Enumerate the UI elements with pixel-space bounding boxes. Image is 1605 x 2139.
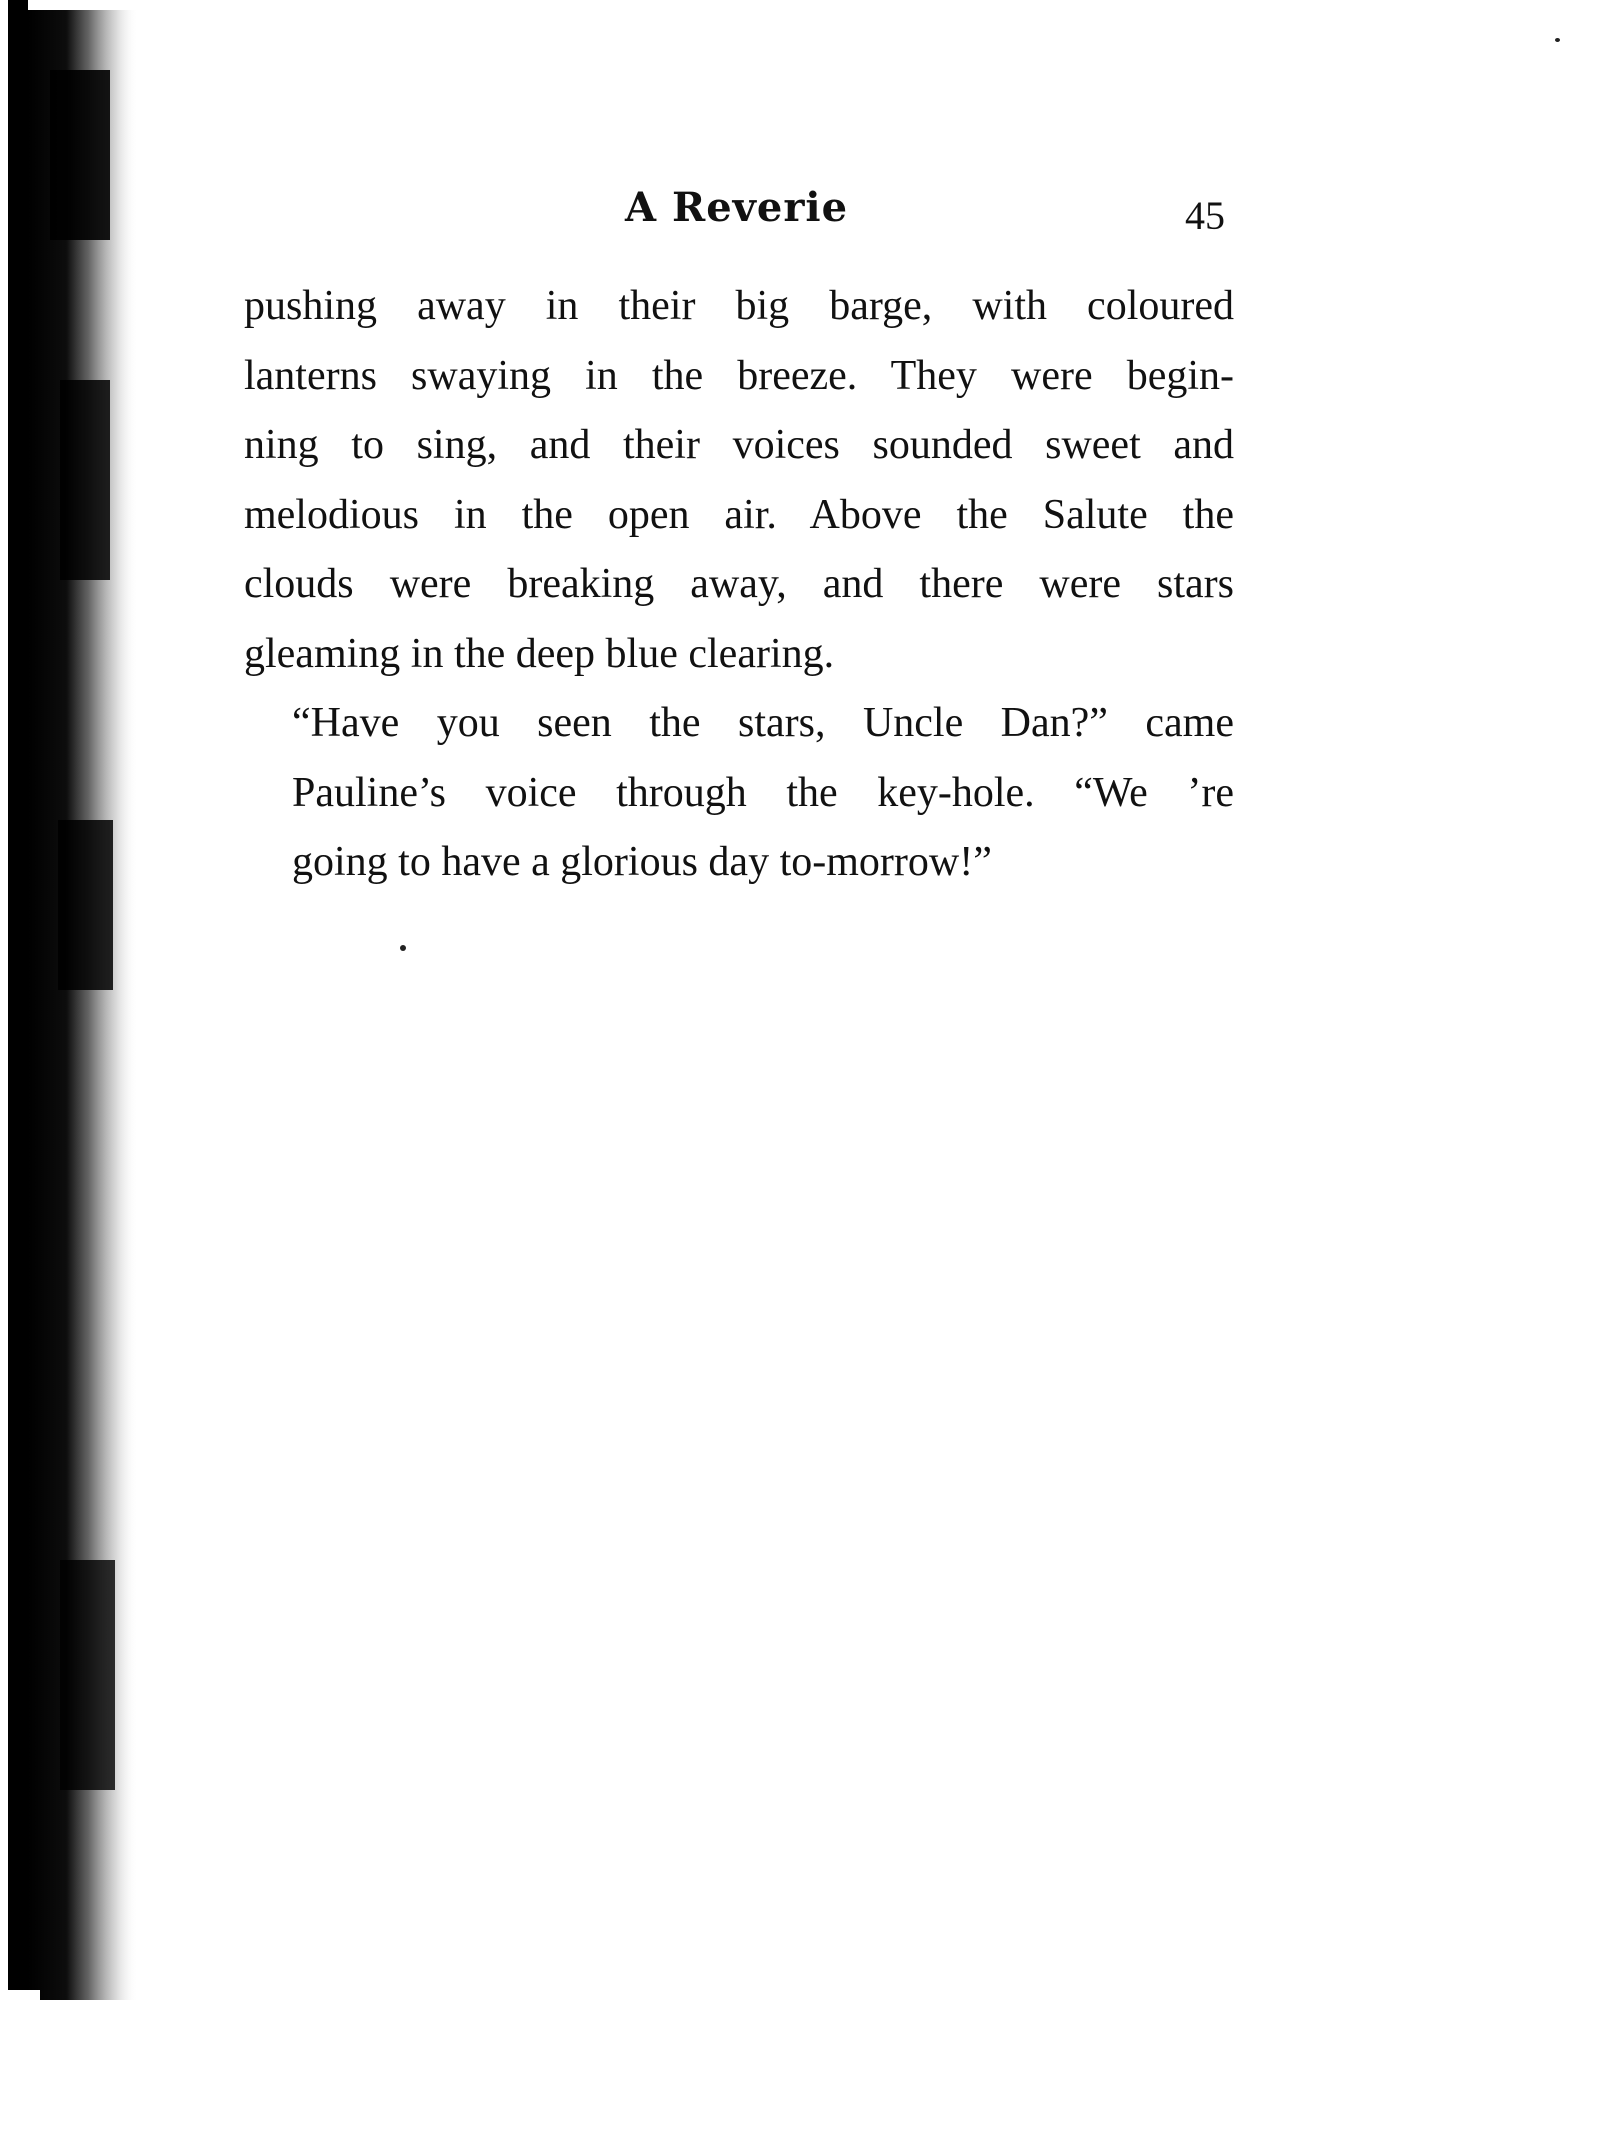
paragraph-1 xyxy=(244,272,1234,689)
paragraph-2 xyxy=(244,689,1234,898)
dust-speck xyxy=(1555,38,1560,42)
page-number: 45 xyxy=(1185,193,1225,238)
text-line: clouds were breaking away, and there were stars xyxy=(244,561,1234,607)
text-line: melodious in the open air. Above the Salute the xyxy=(244,491,1234,538)
text-line: lanterns swaying in the breeze. They were begin- xyxy=(244,352,1234,399)
running-head xyxy=(0,178,1605,238)
body-text xyxy=(244,272,1234,898)
text-line: going to have a glorious day to-morrow!” xyxy=(292,839,992,885)
running-title: A Reverie xyxy=(625,184,849,231)
text-line: “Have you seen the stars, Uncle Dan?” came xyxy=(292,700,1234,746)
text-line: gleaming in the deep blue clearing. xyxy=(244,630,835,677)
text-line: pushing away in their big barge, with coloured xyxy=(244,283,1234,329)
dust-speck xyxy=(400,945,406,951)
binding-shadow xyxy=(0,0,160,2139)
text-line: ning to sing, and their voices sounded sweet and xyxy=(244,422,1234,468)
text-line: Pauline’s voice through the key-hole. “We ’re xyxy=(292,769,1234,816)
